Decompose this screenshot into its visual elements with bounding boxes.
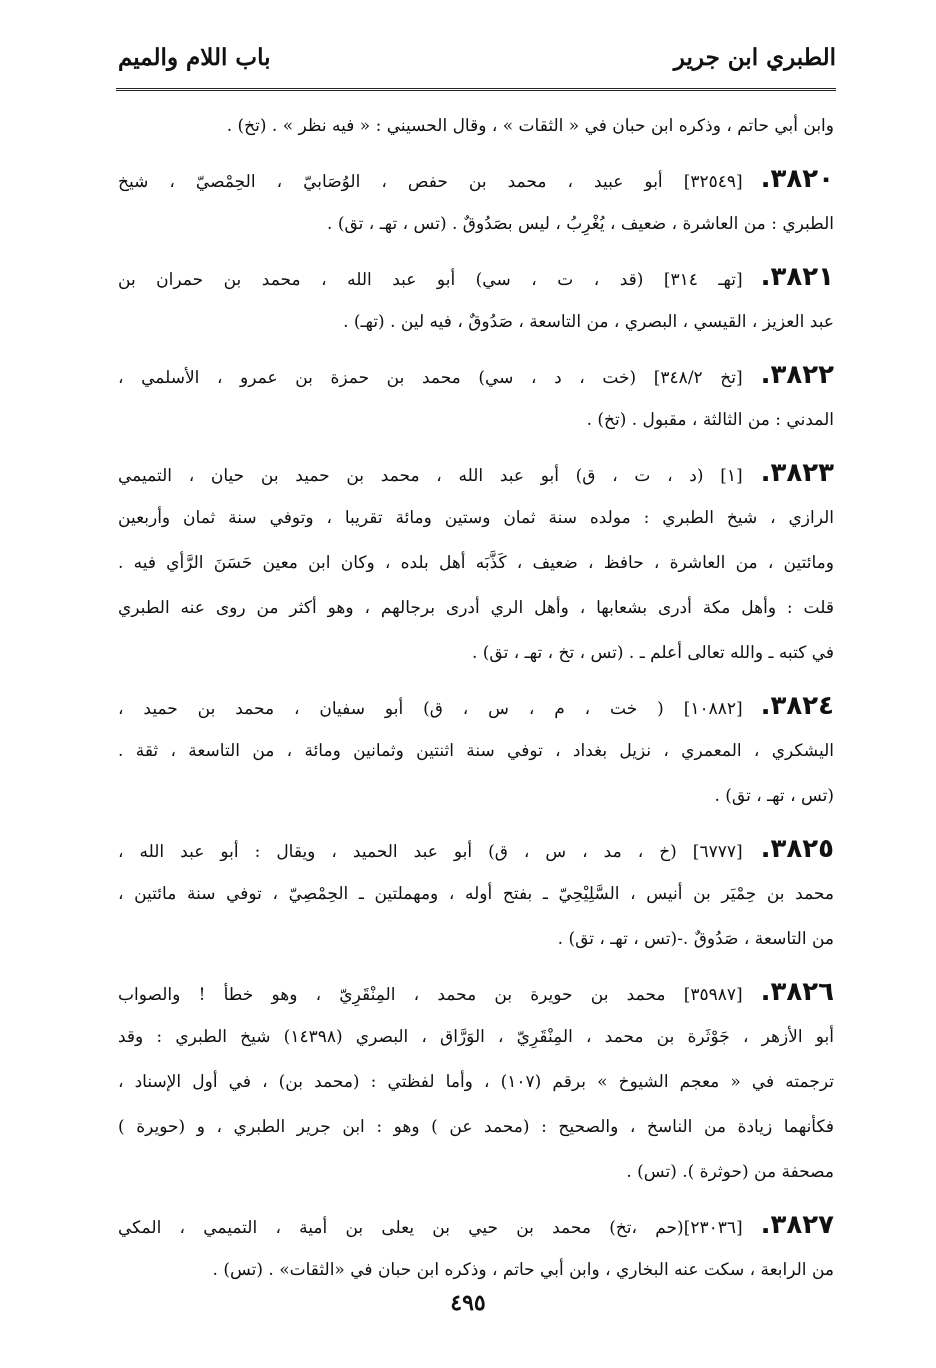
- running-header: [118, 44, 836, 84]
- entry-3823: [118, 451, 834, 676]
- entry-line: الطبري : من العاشرة ، ضعيف ، يُغْرِبُ ، ليس بصَدُوقٌ . (تس ، تهـ ، تق) .: [327, 214, 834, 234]
- entry-line: (تس ، تهـ ، تق) .: [714, 786, 834, 806]
- entry-line: [٦٧٧٧] (خ ، مد ، س ، ق) أبو عبد الحميد ، ويقال : أبو عبد الله ،: [118, 842, 743, 862]
- entry-line: الرازي ، شيخ الطبري : مولده سنة ثمان وستين ومائة تقريبا ، وتوفي سنة ثمان وأربعين: [118, 508, 834, 528]
- entry-line: المدني : من الثالثة ، مقبول . (تخ) .: [586, 410, 834, 430]
- entry-line: أبو الأزهر ، جَوْثَرة بن محمد ، المِنْقَرِيّ ، الوَرَّاق ، البصري (١٤٣٩٨) شيخ الطبري : وقد: [118, 1027, 834, 1047]
- entry-line: عبد العزيز ، القيسي ، البصري ، من التاسعة ، صَدُوقٌ ، فيه لين . (تهـ) .: [343, 312, 834, 332]
- entry-line: [٢٣٠٣٦](حم ،تخ) محمد بن حيي بن يعلى بن أمية ، التميمي ، المكي: [118, 1218, 743, 1238]
- entry-number: ٣٨٢٦.: [760, 977, 834, 1007]
- entry-line: [١] (د ، ت ، ق) أبو عبد الله ، محمد بن حميد بن حيان ، التميمي: [118, 466, 743, 486]
- entry-line: محمد بن حِمْيَر بن أنيس ، السَّلِيْحِيّ ـ بفتح أوله ، ومهملتين ـ الحِمْصِيّ ، توفي سنة مائتين ،: [118, 884, 834, 904]
- book-title: الطبري ابن جرير: [673, 44, 836, 71]
- entry-line: ترجمته في « معجم الشيوخ » برقم (١٠٧) ، وأما لفظتي : (محمد بن) ، في أول الإسناد ،: [118, 1072, 834, 1092]
- entry-line: فكأنهما زيادة من الناسخ ، والصحيح : (محمد عن ) وهو : ابن جرير الطبري ، و (حويرة ): [118, 1117, 834, 1137]
- entry-number: ٣٨٢٢.: [760, 360, 834, 390]
- intro-line: وابن أبي حاتم ، وذكره ابن حبان في « الثقات » ، وقال الحسيني : « فيه نظر » . (تخ) .: [226, 116, 834, 136]
- page-number: ٤٩٥: [450, 1290, 486, 1316]
- entry-3822: [118, 353, 834, 443]
- chapter-title: باب اللام والميم: [118, 44, 271, 71]
- header-rule: [116, 88, 836, 91]
- entry-line: في كتبه ـ والله تعالى أعلم ـ . (تس ، تخ ، تهـ ، تق) .: [471, 643, 834, 663]
- entry-3820: [118, 157, 834, 247]
- entry-line: [تخ ٣٤٨/٢] (خت ، د ، سي) محمد بن حمزة بن عمرو ، الأسلمي ،: [118, 368, 743, 388]
- entry-number: ٣٨٢١.: [760, 262, 834, 292]
- entry-3827: [118, 1203, 834, 1293]
- entry-3824: [118, 684, 834, 819]
- entry-line: [٣٥٩٨٧] محمد بن حويرة بن محمد ، المِنْقَرِيّ ، وهو خطأ ! والصواب: [118, 985, 743, 1005]
- entry-line: [تهـ ٣١٤] (قد ، ت ، سي) أبو عبد الله ، محمد بن حمران بن: [118, 270, 743, 290]
- intro-entry: [118, 104, 834, 149]
- entry-number: ٣٨٢٤.: [760, 691, 834, 721]
- entry-number: ٣٨٢٧.: [760, 1210, 834, 1240]
- entry-line: من الرابعة ، سكت عنه البخاري ، وابن أبي حاتم ، وذكره ابن حبان في «الثقات» . (تس) .: [212, 1260, 834, 1280]
- entry-line: ومائتين ، من العاشرة ، حافظ ، ضعيف ، كَذَّبَه أهل بلده ، وكان ابن معين حَسَنَ الرَّأي فيه .: [118, 553, 834, 573]
- entries-body: [118, 104, 834, 1301]
- entry-3821: [118, 255, 834, 345]
- entry-line: [٣٢٥٤٩] أبو عبيد ، محمد بن حفص ، الوُصَابيّ ، الحِمْصيّ ، شيخ: [118, 172, 743, 192]
- entry-line: قلت : وأهل مكة أدرى بشعابها ، وأهل الري أدرى برجالهم ، وهو أكثر من روى عنه الطبري: [118, 598, 834, 618]
- entry-3825: [118, 827, 834, 962]
- entry-number: ٣٨٢٥.: [760, 834, 834, 864]
- entry-number: ٣٨٢٣.: [760, 458, 834, 488]
- entry-line: [١٠٨٨٢] ( خت ، م ، س ، ق) أبو سفيان ، محمد بن حميد ،: [118, 699, 743, 719]
- entry-line: مصحفة من (حوثرة ). (تس) .: [626, 1162, 834, 1182]
- entry-line: من التاسعة ، صَدُوقٌ .-(تس ، تهـ ، تق) .: [557, 929, 834, 949]
- entry-line: اليشكري ، المعمري ، نزيل بغداد ، توفي سنة اثنتين وثمانين ومائة ، من التاسعة ، ثقة .: [118, 741, 834, 761]
- entry-3826: [118, 970, 834, 1195]
- entry-number: ٣٨٢٠.: [760, 164, 834, 194]
